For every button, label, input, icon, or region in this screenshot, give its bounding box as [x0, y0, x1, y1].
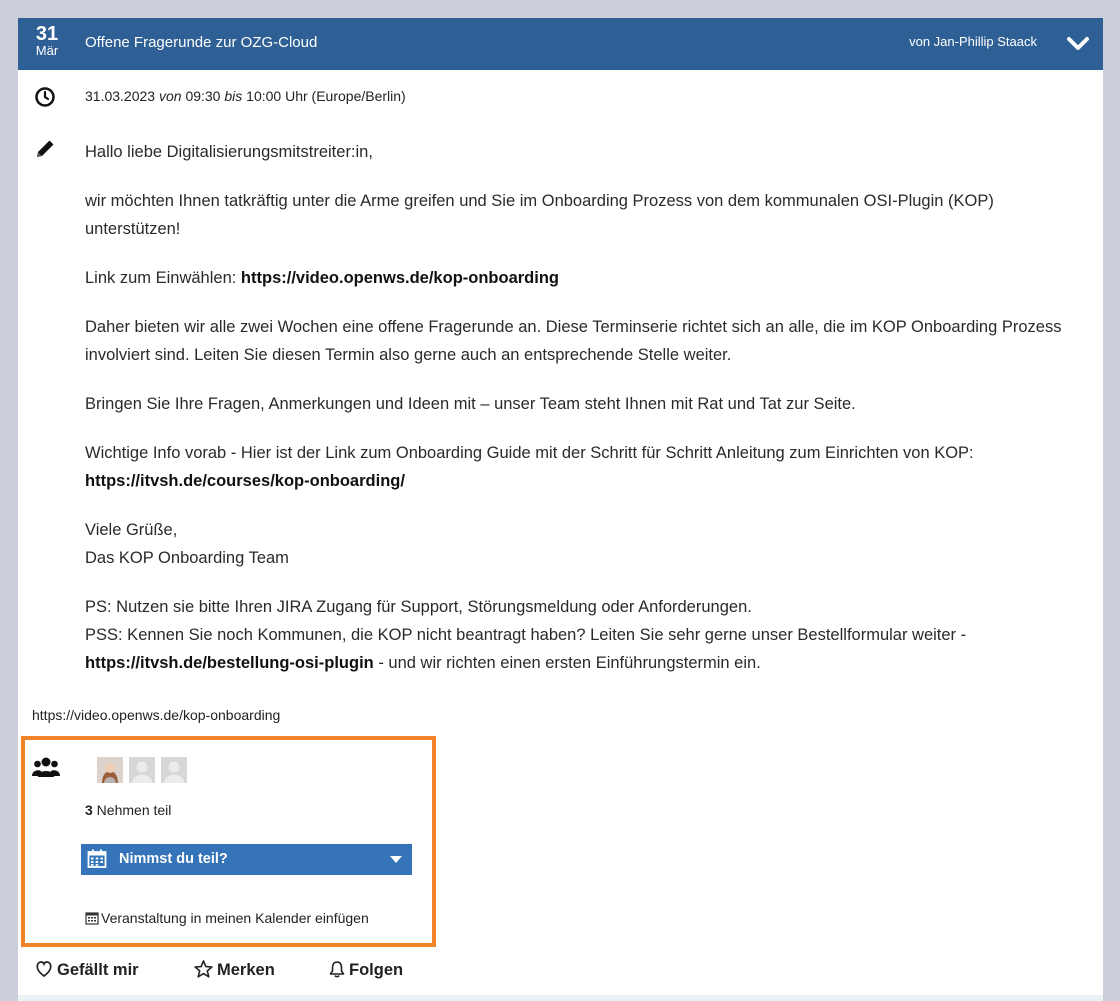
participate-dropdown-button[interactable] [81, 844, 412, 875]
event-header[interactable] [18, 18, 1103, 70]
location-link[interactable]: https://video.openws.de/kop-onboarding [32, 707, 281, 723]
calendar-icon [87, 849, 107, 869]
video-link[interactable]: https://video.openws.de/kop-onboarding [240, 269, 559, 287]
add-to-calendar-link[interactable] [85, 910, 369, 926]
participate-button-label: Nimmst du teil? [119, 851, 228, 867]
event-time [85, 88, 406, 104]
event-date-badge [32, 24, 62, 58]
event-time-from: 09:30 [185, 88, 221, 104]
event-description [85, 138, 1085, 698]
bookmark-label: Merken [217, 961, 275, 979]
participant-count-label: Nehmen teil [92, 802, 172, 818]
description-link-paragraph [85, 264, 1085, 292]
event-date-month: Mär [35, 43, 59, 58]
participant-count-number: 3 [85, 802, 93, 818]
participant-count [85, 802, 171, 818]
avatar[interactable] [97, 757, 123, 783]
caret-down-icon [390, 856, 402, 864]
clock-icon [34, 86, 56, 108]
participant-avatars [97, 757, 187, 783]
description-info [85, 439, 1085, 495]
card-footer-strip [18, 995, 1103, 1001]
description-info-text: Wichtige Info vorab - Hier ist der Link zum Onboarding Guide mit der Schritt für Schritt Anleitung zum Einrichten von KOP: [85, 444, 974, 462]
description-ps [85, 593, 1085, 677]
bell-icon [329, 960, 345, 978]
chevron-down-icon[interactable] [1065, 30, 1091, 56]
follow-label: Folgen [349, 961, 404, 979]
description-link-label: Link zum Einwählen: [85, 269, 241, 287]
description-offer: Daher bieten wir alle zwei Wochen eine offene Fragerunde an. Diese Terminserie richtet sich an alle, die im KOP Onboarding Prozess involviert sind. Leiten Sie diesen Termin also gerne auch an entsprechende Stelle weiter. [85, 318, 1062, 364]
avatar-placeholder[interactable] [129, 757, 155, 783]
event-time-to: 10:00 Uhr (Europe/Berlin) [246, 88, 406, 104]
pencil-icon [34, 138, 56, 160]
pss-text: PSS: Kennen Sie noch Kommunen, die KOP nicht beantragt haben? Leiten Sie sehr gerne unser Bestellformular weiter - [85, 626, 967, 644]
like-label: Gefällt mir [57, 961, 139, 979]
avatar-placeholder[interactable] [161, 757, 187, 783]
description-regards [85, 516, 1085, 572]
calendar-small-icon [85, 911, 99, 925]
guide-link[interactable]: https://itvsh.de/courses/kop-onboarding/ [85, 472, 405, 490]
event-card [18, 18, 1103, 1001]
users-icon [32, 756, 60, 780]
pss-tail: - und wir richten einen ersten Einführungstermin ein. [373, 654, 761, 672]
follow-button[interactable] [329, 960, 403, 980]
bookmark-button[interactable] [194, 960, 275, 980]
add-to-calendar-label: Veranstaltung in meinen Kalender einfügen [101, 910, 369, 926]
heart-icon [35, 960, 53, 978]
order-form-link[interactable]: https://itvsh.de/bestellung-osi-plugin [85, 654, 374, 672]
description-intro: wir möchten Ihnen tatkräftig unter die Arme greifen und Sie im Onboarding Prozess von dem kommunalen OSI-Plugin (KOP) unterstützen! [85, 192, 994, 238]
event-date-day: 31 [35, 23, 59, 45]
ps-line: PS: Nutzen sie bitte Ihren JIRA Zugang für Support, Störungsmeldung oder Anforderungen. [85, 598, 752, 616]
like-button[interactable] [35, 960, 139, 980]
description-greeting: Hallo liebe Digitalisierungsmitstreiter:in, [85, 143, 373, 161]
regards-line: Viele Grüße, [85, 521, 178, 539]
event-time-from-word: von [158, 88, 182, 104]
description-bring: Bringen Sie Ihre Fragen, Anmerkungen und Ideen mit – unser Team steht Ihnen mit Rat und Tat zur Seite. [85, 395, 856, 413]
event-title[interactable]: Offene Fragerunde zur OZG-Cloud [85, 34, 318, 51]
team-line: Das KOP Onboarding Team [85, 549, 289, 567]
event-date: 31.03.2023 [85, 88, 156, 104]
event-time-to-word: bis [224, 88, 243, 104]
star-icon [194, 960, 213, 978]
event-author[interactable]: von Jan-Phillip Staack [909, 34, 1037, 49]
